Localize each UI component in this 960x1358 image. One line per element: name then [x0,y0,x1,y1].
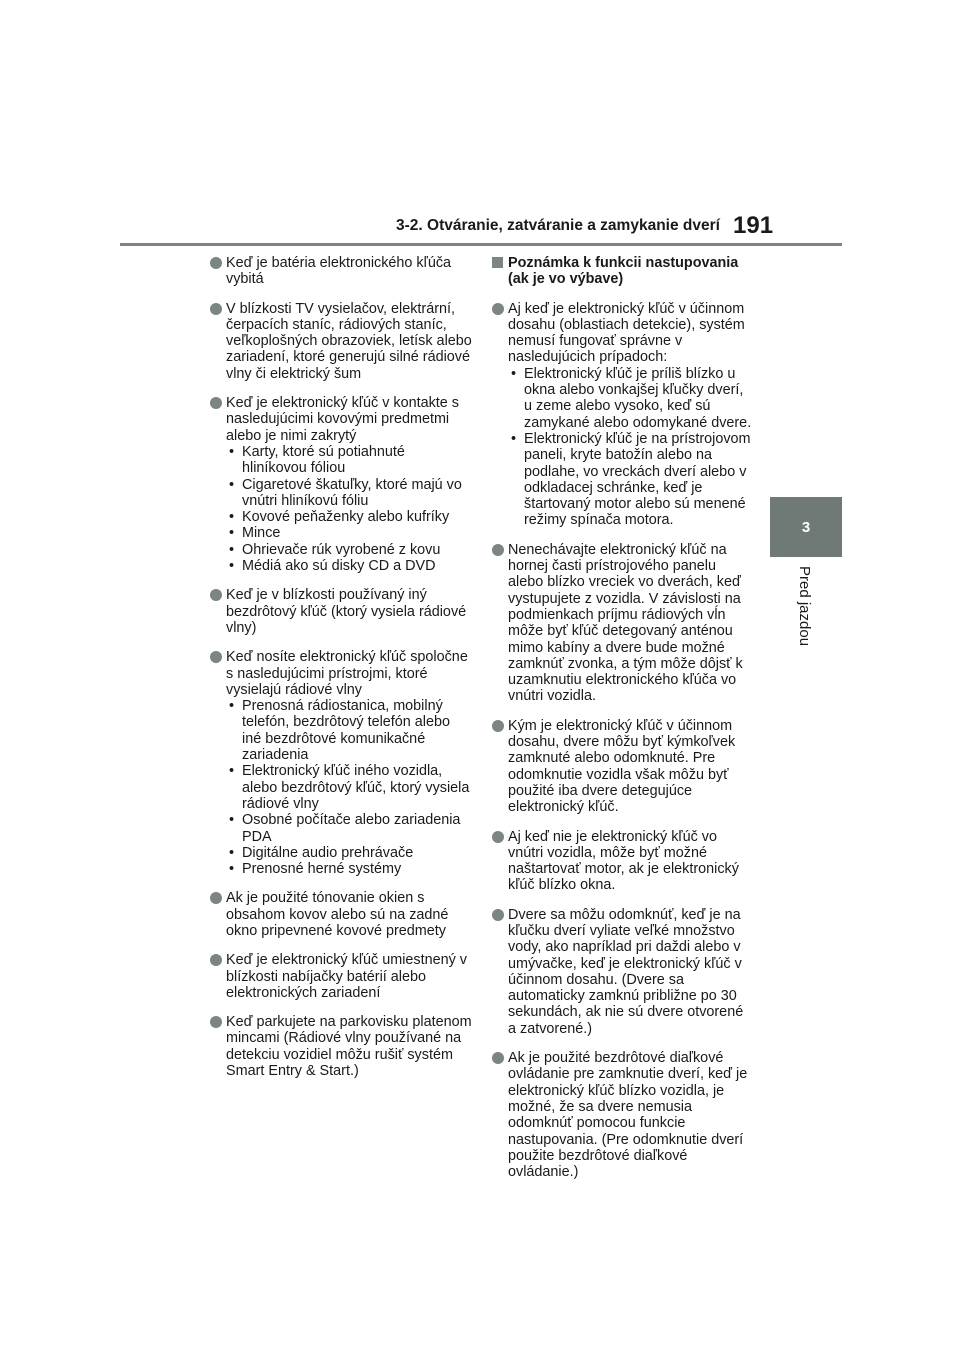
sub-list-item [226,542,472,558]
page-number: 191 [733,212,774,239]
bullet-icon [492,720,504,732]
sub-list-item [508,431,754,529]
sub-list-item-text: Cigaretové škatuľky, ktoré majú vo vnútri hliníkovú fóliu [242,476,462,509]
bullet-icon [210,397,222,409]
list-item [492,907,754,1037]
sub-list-item [226,477,472,510]
bullet-icon [210,257,222,269]
bullet-icon [210,954,222,966]
list-item [210,890,472,939]
sub-list-item [226,698,472,763]
list-item-text: Ak je použité bezdrôtové diaľkové ovládanie pre zamknutie dverí, keď je elektronický kľúč blízko vozidla, je možné, že sa dvere nemusia odomknúť pomocou funkcie nastupovania. (Pre odomknutie dverí použite bezdrôtové diaľkové ovládanie.) [508,1050,748,1181]
list-item [210,255,472,288]
chapter-tab [770,497,842,557]
list-item [210,395,472,574]
sub-list-item-text: Digitálne audio prehrávače [242,844,414,861]
list-item-text: Keď parkujete na parkovisku platenom mincami (Rádiové vlny používané na detekciu vozidiel môžu rušiť systém Smart Entry & Start.) [226,1014,472,1080]
sub-list-item [226,525,472,541]
section-heading-text: Poznámka k funkcii nastupovania (ak je vo výbave) [508,255,739,288]
sub-list-item-text: Ohrievače rúk vyrobené z kovu [242,541,441,558]
list-item [492,718,754,816]
right-column [492,255,754,1193]
sub-list-item-text: Elektronický kľúč iného vozidla, alebo bezdrôtový kľúč, ktorý vysiela rádiové vlny [242,763,470,812]
sub-list-item [226,812,472,845]
sub-bullet-icon: • [511,365,517,382]
list-item [210,587,472,636]
sub-list-item [226,509,472,525]
sub-bullet-icon: • [229,525,235,542]
list-item-text: Aj keď je elektronický kľúč v účinnom dosahu (oblastiach detekcie), systém nemusí fungovať správne v nasledujúcich prípadoch: [508,300,745,366]
sub-bullet-icon: • [229,844,235,861]
bullet-icon [492,831,504,843]
list-item-text: Nenechávajte elektronický kľúč na hornej časti prístrojového panelu alebo blízko vreciek vo dverách, keď vystupujete z vozidla. V závislosti na podmienkach príjmu rádiových vĺn môže byť kľúč detegovaný anténou mimo kabíny a dvere bude možné zamknúť zvonka, a tým môže dôjsť k uzamknutiu elektronického kľúča vo vnútri vozidla. [508,541,743,705]
sub-bullet-icon: • [229,443,235,460]
sub-list-item [226,845,472,861]
list-item-text: Keď je elektronický kľúč v kontakte s nasledujúcimi kovovými predmetmi alebo je nimi zakrytý [226,395,459,444]
list-item [492,301,754,529]
sub-bullet-icon: • [229,698,235,715]
list-item-text: V blízkosti TV vysielačov, elektrární, čerpacích staníc, rádiových staníc, veľkoplošných obrazoviek, letísk alebo zariadení, ktoré generujú silné rádiové vlny či elektrický šum [226,300,472,382]
sub-list-item [226,763,472,812]
sub-list-item-text: Osobné počítače alebo zariadenia PDA [242,812,461,845]
list-item-text: Keď je batéria elektronického kľúča vybitá [226,255,452,288]
section-title: 3-2. Otváranie, zatváranie a zamykanie dverí [396,217,720,234]
list-item [492,542,754,705]
sub-bullet-icon: • [229,763,235,780]
sub-list-item-text: Karty, ktoré sú potiahnuté hliníkovou fóliou [242,443,405,477]
list-item [492,1050,754,1180]
bullet-icon [210,1016,222,1028]
sub-bullet-icon: • [511,430,517,447]
sub-list-item [226,861,472,877]
section-heading [492,255,754,288]
chapter-number: 3 [801,518,811,536]
bullet-icon [492,1052,504,1064]
sub-list-item-text: Elektronický kľúč je príliš blízko u okna alebo vonkajšej kľučky dverí, u zeme alebo vysoko, keď sú zamykané alebo odomykané dvere. [524,365,752,431]
sub-bullet-icon: • [229,812,235,829]
list-item-text: Dvere sa môžu odomknúť, keď je na kľučku dverí vyliate veľké množstvo vody, ako napríklad pri daždi alebo v umývačke, keď je elektronický kľúč v účinnom dosahu. (Dvere sa automaticky zamknú približne po 30 sekundách, ak nie sú dvere otvorené a zatvorené.) [508,906,744,1037]
bullet-icon [492,909,504,921]
bullet-icon [210,589,222,601]
sub-list-item-text: Prenosná rádiostanica, mobilný telefón, bezdrôtový telefón alebo iné bezdrôtové komunikačné zariadenia [242,698,451,764]
sub-list-item [226,444,472,477]
list-item-text: Keď nosíte elektronický kľúč spoločne s nasledujúcimi prístrojmi, ktoré vysielajú rádiové vlny [226,649,468,698]
square-bullet-icon [492,257,503,268]
chapter-label: Pred jazdou [796,566,813,647]
sub-list-item-text: Mince [242,525,281,542]
list-item-text: Aj keď nie je elektronický kľúč vo vnútri vozidla, môže byť možné naštartovať motor, ak je elektronický kľúč blízko okna. [508,828,739,894]
bullet-icon [210,651,222,663]
bullet-icon [492,544,504,556]
list-item [210,301,472,382]
list-item [492,829,754,894]
list-item [210,649,472,877]
sub-list-item [508,366,754,431]
sub-bullet-icon: • [229,861,235,878]
bullet-icon [210,303,222,315]
header-rule [120,243,842,246]
sub-bullet-icon: • [229,509,235,526]
list-item-text: Keď je elektronický kľúč umiestnený v blízkosti nabíjačky batérií alebo elektronických zariadení [226,952,467,1001]
list-item-text: Keď je v blízkosti používaný iný bezdrôtový kľúč (ktorý vysiela rádiové vlny) [226,587,467,636]
sub-list-item-text: Prenosné herné systémy [242,861,402,878]
sub-list-item-text: Médiá ako sú disky CD a DVD [242,558,436,575]
list-item [210,952,472,1001]
sub-list-item-text: Elektronický kľúč je na prístrojovom paneli, kryte batožín alebo na podlahe, vo vreckách dverí alebo v odkladacej schránke, keď je štartovaný motor alebo sú menené režimy spínača motora. [524,430,751,529]
list-item-text: Ak je použité tónovanie okien s obsahom kovov alebo sú na zadné okno pripevnené kovové predmety [226,890,449,939]
sub-bullet-icon: • [229,558,235,575]
left-column [210,255,472,1092]
list-item-text: Kým je elektronický kľúč v účinnom dosahu, dvere môžu byť kýmkoľvek zamknuté alebo odomknuté. Pre odomknutie vozidla však môžu byť použité iba dvere detegujúce elektronický kľúč. [508,717,736,816]
sub-bullet-icon: • [229,476,235,493]
sub-bullet-icon: • [229,541,235,558]
list-item [210,1014,472,1079]
bullet-icon [492,303,504,315]
sub-list-item [226,558,472,574]
bullet-icon [210,892,222,904]
sub-list-item-text: Kovové peňaženky alebo kufríky [242,509,450,526]
